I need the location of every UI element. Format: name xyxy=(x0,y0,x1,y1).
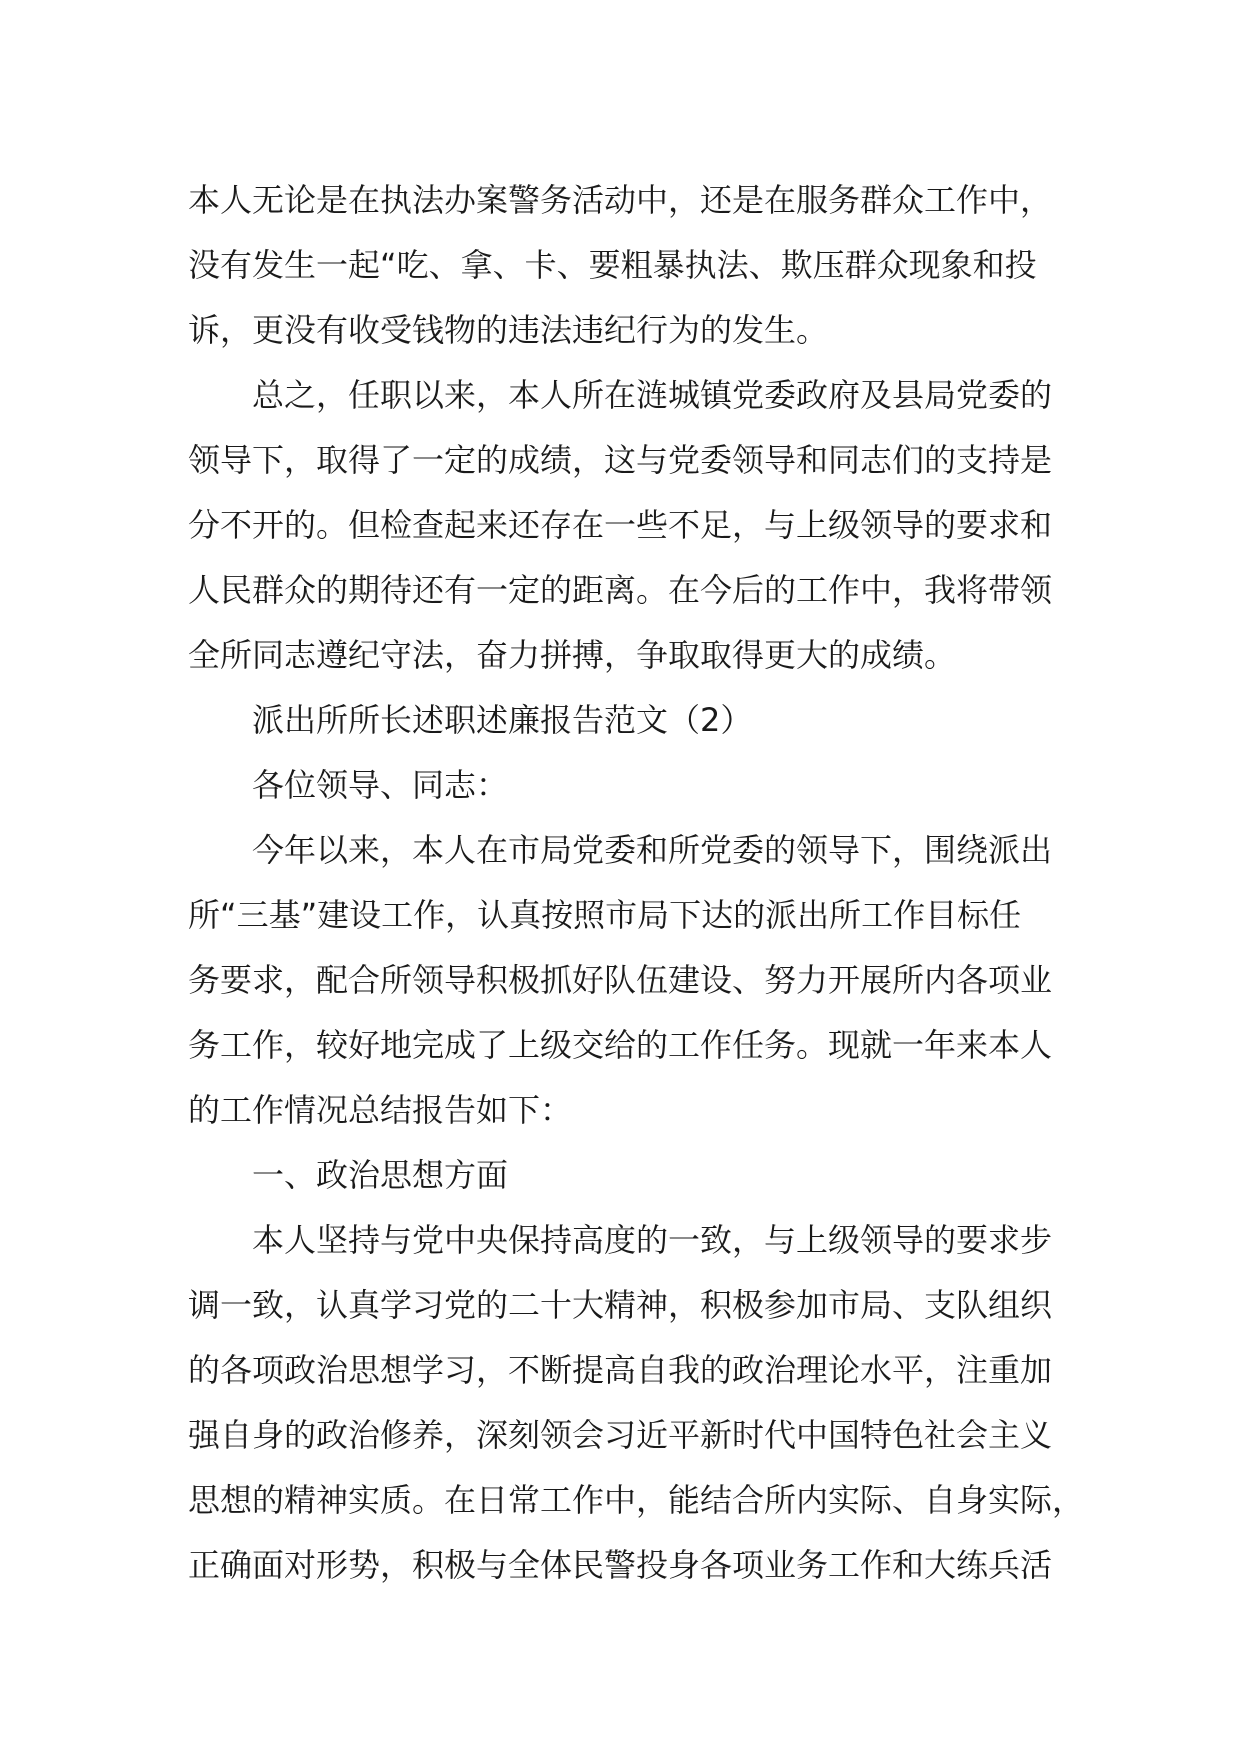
text-line: 所“三基”建设工作，认真按照市局下达的派出所工作目标任 xyxy=(188,896,1022,934)
text-line: 调一致，认真学习党的二十大精神，积极参加市局、支队组织 xyxy=(188,1286,1053,1324)
text-line: 人民群众的期待还有一定的距离。在今后的工作中，我将带领 xyxy=(188,571,1053,609)
text-line: 务工作，较好地完成了上级交给的工作任务。现就一年来本人 xyxy=(188,1026,1053,1064)
text-line: 本人无论是在执法办案警务活动中，还是在服务群众工作中， xyxy=(188,181,1053,219)
text-line: 思想的精神实质。在日常工作中，能结合所内实际、自身实际， xyxy=(188,1481,1085,1519)
text-line: 本人坚持与党中央保持高度的一致，与上级领导的要求步 xyxy=(252,1221,1053,1259)
document-body xyxy=(188,168,1088,1598)
text-line: 分不开的。但检查起来还存在一些不足，与上级领导的要求和 xyxy=(188,506,1053,544)
section-heading: 一、政治思想方面 xyxy=(252,1156,509,1194)
text-line: 全所同志遵纪守法，奋力拼搏，争取取得更大的成绩。 xyxy=(188,636,957,674)
section-title: 派出所所长述职述廉报告范文（2） xyxy=(252,701,753,739)
text-line: 领导下，取得了一定的成绩，这与党委领导和同志们的支持是 xyxy=(188,441,1053,479)
text-line: 的工作情况总结报告如下： xyxy=(188,1091,573,1129)
text-line: 务要求，配合所领导积极抓好队伍建设、努力开展所内各项业 xyxy=(188,961,1053,999)
text-line: 诉，更没有收受钱物的违法违纪行为的发生。 xyxy=(188,311,829,349)
text-line: 正确面对形势，积极与全体民警投身各项业务工作和大练兵活 xyxy=(188,1546,1053,1584)
text-line: 强自身的政治修养，深刻领会习近平新时代中国特色社会主义 xyxy=(188,1416,1053,1454)
text-line: 今年以来，本人在市局党委和所党委的领导下，围绕派出 xyxy=(252,831,1053,869)
text-line: 没有发生一起“吃、拿、卡、要粗暴执法、欺压群众现象和投 xyxy=(188,246,1037,284)
salutation: 各位领导、同志： xyxy=(252,766,509,804)
text-line: 总之，任职以来，本人所在涟城镇党委政府及县局党委的 xyxy=(252,376,1053,414)
text-line: 的各项政治思想学习，不断提高自我的政治理论水平，注重加 xyxy=(188,1351,1053,1389)
